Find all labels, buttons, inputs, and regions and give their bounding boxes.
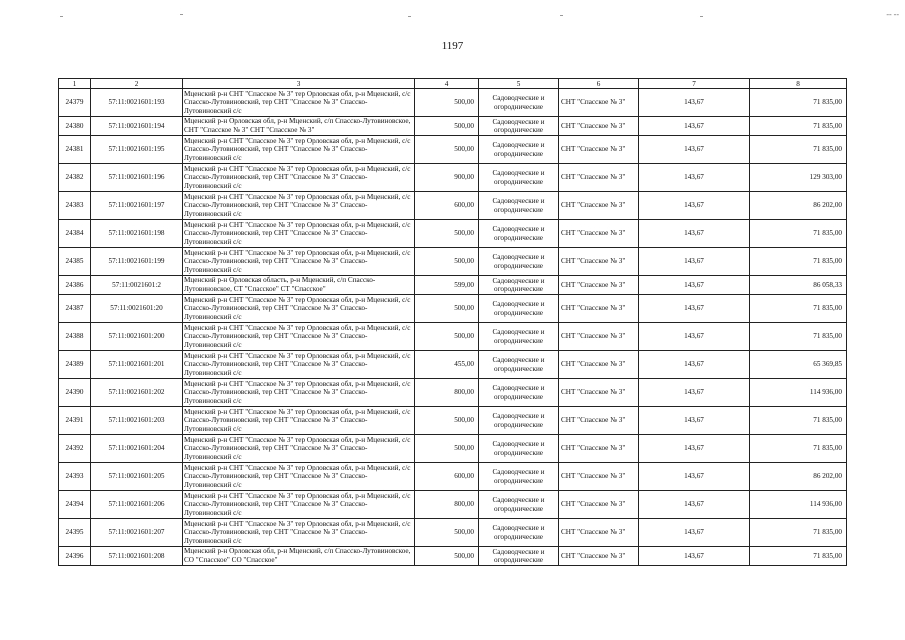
cadastral-number-cell: 57:11:0021601:198 [91, 220, 183, 248]
cadastral-number-cell: 57:11:0021601:200 [91, 323, 183, 351]
land-use-cell: Садоводческие и огороднические [479, 323, 559, 351]
owner-cell: СНТ "Спасское № 3" [559, 407, 639, 435]
area-cell: 599,00 [415, 276, 479, 295]
row-number-cell: 24385 [59, 248, 91, 276]
rate-cell: 143,67 [639, 407, 750, 435]
value-cell: 71 835,00 [750, 323, 847, 351]
value-cell: 71 835,00 [750, 519, 847, 547]
land-use-cell: Садоводческие и огороднические [479, 220, 559, 248]
row-number-cell: 24390 [59, 379, 91, 407]
table-row [59, 117, 847, 136]
area-cell: 500,00 [415, 248, 479, 276]
land-use-cell: Садоводческие и огороднические [479, 435, 559, 463]
value-cell: 71 835,00 [750, 435, 847, 463]
cadastral-number-cell: 57:11:0021601:208 [91, 547, 183, 566]
cadastral-number-cell: 57:11:0021601:204 [91, 435, 183, 463]
area-cell: 500,00 [415, 435, 479, 463]
area-cell: 500,00 [415, 547, 479, 566]
land-use-cell: Садоводческие и огороднические [479, 379, 559, 407]
owner-cell: СНТ "Спасское № 3" [559, 463, 639, 491]
row-number-cell: 24388 [59, 323, 91, 351]
rate-cell: 143,67 [639, 435, 750, 463]
corner-mark: -- -- [886, 10, 899, 19]
cadastral-number-cell: 57:11:0021601:199 [91, 248, 183, 276]
cadastral-number-cell: 57:11:0021601:2 [91, 276, 183, 295]
value-cell: 71 835,00 [750, 220, 847, 248]
address-cell: Мценский р-н Орловская обл, р-н Мценский, с/п Спасско-Лутовиновское, СНТ "Спасское № 3" СНТ "Спасское № 3" [183, 117, 415, 136]
table-row [59, 295, 847, 323]
area-cell: 500,00 [415, 295, 479, 323]
area-cell: 600,00 [415, 463, 479, 491]
cadastral-number-cell: 57:11:0021601:193 [91, 89, 183, 117]
owner-cell: СНТ "Спасское № 3" [559, 379, 639, 407]
cadastral-number-cell: 57:11:0021601:194 [91, 117, 183, 136]
rate-cell: 143,67 [639, 220, 750, 248]
land-use-cell: Садоводческие и огороднические [479, 117, 559, 136]
scan-speck [60, 16, 63, 17]
land-use-cell: Садоводческие и огороднические [479, 136, 559, 164]
value-cell: 86 058,33 [750, 276, 847, 295]
area-cell: 500,00 [415, 407, 479, 435]
table-row [59, 276, 847, 295]
cadastral-number-cell: 57:11:0021601:207 [91, 519, 183, 547]
value-cell: 71 835,00 [750, 136, 847, 164]
address-cell: Мценский р-н СНТ "Спасское № 3" тер Орловская обл, р-н Мценский, с/с Спасско-Лутовиновский, тер СНТ "Спасское № 3" Спасско-Лутовиновский с/с [183, 164, 415, 192]
address-cell: Мценский р-н СНТ "Спасское № 3" тер Орловская обл, р-н Мценский, с/с Спасско-Лутовиновский, тер СНТ "Спасское № 3" Спасско-Лутовиновский с/с [183, 351, 415, 379]
rate-cell: 143,67 [639, 117, 750, 136]
column-header: 1 [59, 79, 91, 89]
owner-cell: СНТ "Спасское № 3" [559, 220, 639, 248]
address-cell: Мценский р-н СНТ "Спасское № 3" тер Орловская обл, р-н Мценский, с/с Спасско-Лутовиновский, тер СНТ "Спасское № 3" Спасско-Лутовиновский с/с [183, 136, 415, 164]
value-cell: 129 303,00 [750, 164, 847, 192]
land-use-cell: Садоводческие и огороднические [479, 295, 559, 323]
row-number-cell: 24391 [59, 407, 91, 435]
value-cell: 71 835,00 [750, 117, 847, 136]
owner-cell: СНТ "Спасское № 3" [559, 351, 639, 379]
address-cell: Мценский р-н СНТ "Спасское № 3" тер Орловская обл, р-н Мценский, с/с Спасско-Лутовиновский, тер СНТ "Спасское № 3" Спасско-Лутовиновский с/с [183, 220, 415, 248]
value-cell: 71 835,00 [750, 89, 847, 117]
land-use-cell: Садоводческие и огороднические [479, 491, 559, 519]
cadastral-number-cell: 57:11:0021601:196 [91, 164, 183, 192]
row-number-cell: 24381 [59, 136, 91, 164]
register-table [58, 78, 847, 566]
address-cell: Мценский р-н СНТ "Спасское № 3" тер Орловская обл, р-н Мценский, с/с Спасско-Лутовиновский, тер СНТ "Спасское № 3" Спасско-Лутовиновский с/с [183, 519, 415, 547]
land-use-cell: Садоводческие и огороднические [479, 547, 559, 566]
value-cell: 86 202,00 [750, 463, 847, 491]
rate-cell: 143,67 [639, 323, 750, 351]
table-row [59, 435, 847, 463]
address-cell: Мценский р-н СНТ "Спасское № 3" тер Орловская обл, р-н Мценский, с/с Спасско-Лутовиновский, тер СНТ "Спасское № 3" Спасско-Лутовиновский с/с [183, 192, 415, 220]
column-header: 4 [415, 79, 479, 89]
table-row [59, 519, 847, 547]
table-row [59, 136, 847, 164]
value-cell: 71 835,00 [750, 295, 847, 323]
rate-cell: 143,67 [639, 295, 750, 323]
owner-cell: СНТ "Спасское № 3" [559, 164, 639, 192]
row-number-cell: 24396 [59, 547, 91, 566]
scan-speck [700, 16, 703, 17]
rate-cell: 143,67 [639, 89, 750, 117]
row-number-cell: 24387 [59, 295, 91, 323]
area-cell: 500,00 [415, 519, 479, 547]
value-cell: 71 835,00 [750, 248, 847, 276]
cadastral-number-cell: 57:11:0021601:195 [91, 136, 183, 164]
land-use-cell: Садоводческие и огороднические [479, 192, 559, 220]
rate-cell: 143,67 [639, 519, 750, 547]
header-row [59, 79, 847, 89]
value-cell: 114 936,00 [750, 491, 847, 519]
row-number-cell: 24384 [59, 220, 91, 248]
cadastral-number-cell: 57:11:0021601:197 [91, 192, 183, 220]
area-cell: 500,00 [415, 89, 479, 117]
cadastral-number-cell: 57:11:0021601:20 [91, 295, 183, 323]
cadastral-number-cell: 57:11:0021601:206 [91, 491, 183, 519]
area-cell: 500,00 [415, 323, 479, 351]
land-use-cell: Садоводческие и огороднические [479, 407, 559, 435]
row-number-cell: 24382 [59, 164, 91, 192]
scan-speck [180, 14, 183, 15]
row-number-cell: 24389 [59, 351, 91, 379]
address-cell: Мценский р-н Орловская обл, р-н Мценский, с/п Спасско-Лутовиновское, СО "Спасское" СО "Спасское" [183, 547, 415, 566]
table-row [59, 491, 847, 519]
column-header: 3 [183, 79, 415, 89]
row-number-cell: 24386 [59, 276, 91, 295]
address-cell: Мценский р-н СНТ "Спасское № 3" тер Орловская обл, р-н Мценский, с/с Спасско-Лутовиновский, тер СНТ "Спасское № 3" Спасско-Лутовиновский с/с [183, 248, 415, 276]
row-number-cell: 24394 [59, 491, 91, 519]
row-number-cell: 24380 [59, 117, 91, 136]
value-cell: 65 369,85 [750, 351, 847, 379]
cadastral-number-cell: 57:11:0021601:201 [91, 351, 183, 379]
owner-cell: СНТ "Спасское № 3" [559, 276, 639, 295]
row-number-cell: 24379 [59, 89, 91, 117]
rate-cell: 143,67 [639, 276, 750, 295]
rate-cell: 143,67 [639, 192, 750, 220]
land-use-cell: Садоводческие и огороднические [479, 248, 559, 276]
area-cell: 455,00 [415, 351, 479, 379]
cadastral-number-cell: 57:11:0021601:203 [91, 407, 183, 435]
land-use-cell: Садоводческие и огороднические [479, 351, 559, 379]
table-row [59, 192, 847, 220]
page-number: 1197 [441, 40, 464, 52]
rate-cell: 143,67 [639, 547, 750, 566]
column-header: 6 [559, 79, 639, 89]
area-cell: 600,00 [415, 192, 479, 220]
owner-cell: СНТ "Спасское № 3" [559, 192, 639, 220]
rate-cell: 143,67 [639, 463, 750, 491]
value-cell: 71 835,00 [750, 407, 847, 435]
owner-cell: СНТ "Спасское № 3" [559, 547, 639, 566]
row-number-cell: 24392 [59, 435, 91, 463]
address-cell: Мценский р-н СНТ "Спасское № 3" тер Орловская обл, р-н Мценский, с/с Спасско-Лутовиновский, тер СНТ "Спасское № 3" Спасско-Лутовиновский с/с [183, 491, 415, 519]
address-cell: Мценский р-н СНТ "Спасское № 3" тер Орловская обл, р-н Мценский, с/с Спасско-Лутовиновский, тер СНТ "Спасское № 3" Спасско-Лутовиновский с/с [183, 463, 415, 491]
rate-cell: 143,67 [639, 164, 750, 192]
rate-cell: 143,67 [639, 351, 750, 379]
owner-cell: СНТ "Спасское № 3" [559, 435, 639, 463]
area-cell: 500,00 [415, 117, 479, 136]
address-cell: Мценский р-н СНТ "Спасское № 3" тер Орловская обл, р-н Мценский, с/с Спасско-Лутовиновский, тер СНТ "Спасское № 3" Спасско-Лутовиновский с/с [183, 89, 415, 117]
table-row [59, 323, 847, 351]
address-cell: Мценский р-н СНТ "Спасское № 3" тер Орловская обл, р-н Мценский, с/с Спасско-Лутовиновский, тер СНТ "Спасское № 3" Спасско-Лутовиновский с/с [183, 379, 415, 407]
land-use-cell: Садоводческие и огороднические [479, 519, 559, 547]
owner-cell: СНТ "Спасское № 3" [559, 323, 639, 351]
owner-cell: СНТ "Спасское № 3" [559, 295, 639, 323]
table-row [59, 547, 847, 566]
land-use-cell: Садоводческие и огороднические [479, 276, 559, 295]
rate-cell: 143,67 [639, 136, 750, 164]
table-row [59, 463, 847, 491]
area-cell: 500,00 [415, 136, 479, 164]
address-cell: Мценский р-н СНТ "Спасское № 3" тер Орловская обл, р-н Мценский, с/с Спасско-Лутовиновский, тер СНТ "Спасское № 3" Спасско-Лутовиновский с/с [183, 407, 415, 435]
address-cell: Мценский р-н СНТ "Спасское № 3" тер Орловская обл, р-н Мценский, с/с Спасско-Лутовиновский, тер СНТ "Спасское № 3" Спасско-Лутовиновский с/с [183, 295, 415, 323]
area-cell: 500,00 [415, 220, 479, 248]
area-cell: 800,00 [415, 379, 479, 407]
owner-cell: СНТ "Спасское № 3" [559, 491, 639, 519]
owner-cell: СНТ "Спасское № 3" [559, 117, 639, 136]
table-row [59, 351, 847, 379]
column-header: 2 [91, 79, 183, 89]
land-use-cell: Садоводческие и огороднические [479, 89, 559, 117]
cadastral-number-cell: 57:11:0021601:202 [91, 379, 183, 407]
address-cell: Мценский р-н Орловская область, р-н Мценский, с/п Спасско-Лутовиновское, СТ "Спасское" СТ "Спасское" [183, 276, 415, 295]
scan-speck [560, 15, 563, 16]
table-row [59, 164, 847, 192]
value-cell: 114 936,00 [750, 379, 847, 407]
table-row [59, 248, 847, 276]
land-use-cell: Садоводческие и огороднические [479, 463, 559, 491]
column-header: 5 [479, 79, 559, 89]
rate-cell: 143,67 [639, 491, 750, 519]
table-row [59, 379, 847, 407]
row-number-cell: 24393 [59, 463, 91, 491]
scan-speck [408, 16, 411, 17]
owner-cell: СНТ "Спасское № 3" [559, 136, 639, 164]
value-cell: 86 202,00 [750, 192, 847, 220]
cadastral-number-cell: 57:11:0021601:205 [91, 463, 183, 491]
land-use-cell: Садоводческие и огороднические [479, 164, 559, 192]
area-cell: 800,00 [415, 491, 479, 519]
table-row [59, 89, 847, 117]
value-cell: 71 835,00 [750, 547, 847, 566]
row-number-cell: 24395 [59, 519, 91, 547]
column-header: 8 [750, 79, 847, 89]
owner-cell: СНТ "Спасское № 3" [559, 89, 639, 117]
table-row [59, 220, 847, 248]
area-cell: 900,00 [415, 164, 479, 192]
address-cell: Мценский р-н СНТ "Спасское № 3" тер Орловская обл, р-н Мценский, с/с Спасско-Лутовиновский, тер СНТ "Спасское № 3" Спасско-Лутовиновский с/с [183, 435, 415, 463]
rate-cell: 143,67 [639, 248, 750, 276]
rate-cell: 143,67 [639, 379, 750, 407]
owner-cell: СНТ "Спасское № 3" [559, 519, 639, 547]
address-cell: Мценский р-н СНТ "Спасское № 3" тер Орловская обл, р-н Мценский, с/с Спасско-Лутовиновский, тер СНТ "Спасское № 3" Спасско-Лутовиновский с/с [183, 323, 415, 351]
owner-cell: СНТ "Спасское № 3" [559, 248, 639, 276]
column-header: 7 [639, 79, 750, 89]
row-number-cell: 24383 [59, 192, 91, 220]
table-row [59, 407, 847, 435]
